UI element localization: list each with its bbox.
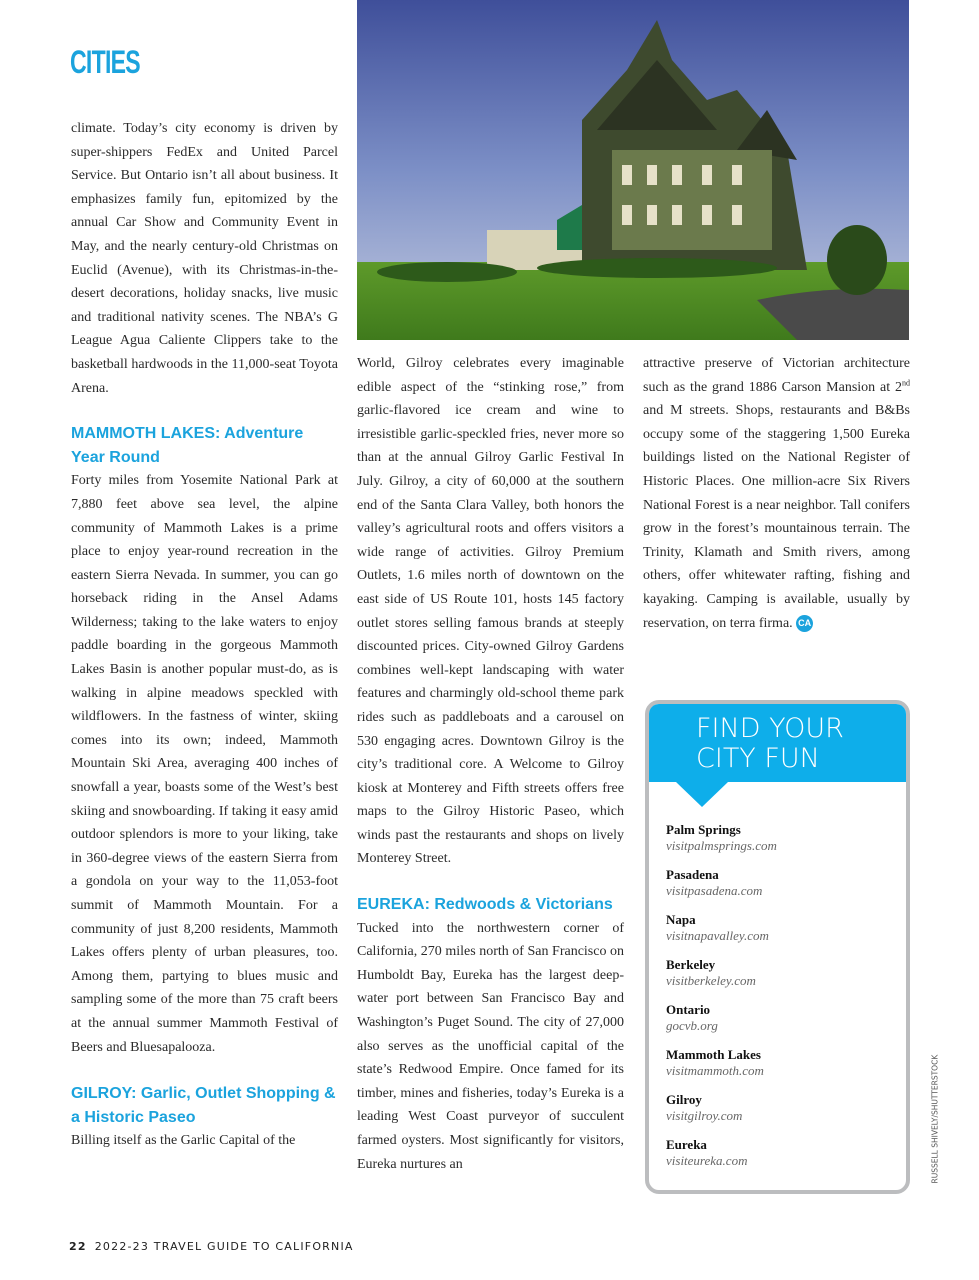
eureka-paragraph: Tucked into the northwestern corner of California, 270 miles north of San Francisco on Humboldt Bay, Eureka has the largest deep-water port between San Francisco Bay and Washington’s Puget Sound. The city of 27,000 also serves as the unofficial capital of the state’s Redwood Empire. Once famed for its timber, mines and fisheries, today’s Eureka is a leading West Coast purveyor of succulent farmed oysters. Most significantly for visitors, Eureka nurtures an xyxy=(357,920,624,1172)
carson-mansion-photo xyxy=(357,0,909,340)
city-url[interactable]: visitnapavalley.com xyxy=(666,928,769,943)
city-name: Berkeley xyxy=(666,957,716,972)
city-name: Ontario xyxy=(666,1002,711,1017)
page-footer xyxy=(69,1240,354,1253)
city-name: Mammoth Lakes xyxy=(666,1047,761,1062)
article-column-1 xyxy=(71,117,338,1153)
mammoth-lakes-heading: MAMMOTH LAKES: Adventure Year Round xyxy=(71,425,304,466)
ontario-paragraph: climate. Today’s city economy is driven by super-shippers FedEx and United Parcel Service. But Ontario isn’t all about business. It emphasizes family fun, epitomized by the annual Car Show and Community Event in May, and the nearly century-old Christmas on Euclid (Avenue), with its Christmas-in-the-desert decorations, holiday snacks, live music and traditional nativity scenes. The NBA’s G League Agua Caliente Clippers take to the basketball hardwoods in the 11,000-seat Toyota Arena. xyxy=(71,121,338,396)
ordinal-suffix: nd xyxy=(902,377,910,387)
city-entry xyxy=(666,957,777,1002)
city-entry xyxy=(666,912,777,957)
gilroy-paragraph: World, Gilroy celebrates every imaginable edible aspect of the “stinking rose,” from garlic-flavored ice cream and wine to irresistible garlic-speckled fries, never more so than at the annual Gilroy Garlic Festival In July. Gilroy, a city of 60,000 at the southern end of the Santa Clara Valley, both honors the valley’s agricultural roots and offers visitors a wide range of activities. Gilroy Premium Outlets, 1.6 miles north of downtown on the east side of US Route 101, hosts 145 factory outlet stores selling famous brands at steeply discounted prices. City-owned Gilroy Gardens combines well-kept landscaping with water features and charmingly old-school theme park rides such as paddleboats and a carousel on 530 engaging acres. Downtown Gilroy is the city’s traditional core. A Welcome to Gilroy kiosk at Monterey and Fifth streets offers free maps to the Gilroy Historic Paseo, which winds past the restaurants and shops on lively Monterey Street. xyxy=(357,356,624,867)
city-url[interactable]: gocvb.org xyxy=(666,1018,718,1033)
city-url[interactable]: visitgilroy.com xyxy=(666,1108,743,1123)
city-name: Gilroy xyxy=(666,1092,702,1107)
city-url[interactable]: visitpasadena.com xyxy=(666,883,763,898)
gilroy-heading: GILROY: Garlic, Outlet Shopping & a Historic Paseo xyxy=(71,1085,336,1126)
city-list xyxy=(666,822,777,1182)
eureka-text-b: and M streets. Shops, restaurants and B&Bs occupy some of the staggering 1,500 Eureka buildings listed on the National Register of Historic Places. One million-acre Six Rivers National Forest is a near neighbor. Tall conifers grow in the forest’s mountainous terrain. The Trinity, Klamath and Smith rivers, among others, offer whitewater rafting, fishing and kayaking. Camping is available, usually by reservation, on terra firma. xyxy=(643,403,910,631)
city-name: Eureka xyxy=(666,1137,707,1152)
photo-credit: RUSSELL SHIVELY/SHUTTERSTOCK xyxy=(930,1054,940,1184)
article-column-3 xyxy=(643,352,910,635)
mammoth-lakes-paragraph: Forty miles from Yosemite National Park at 7,880 feet above sea level, the alpine community of Mammoth Lakes is a prime place to enjoy year-round recreation in the eastern Sierra Nevada. In summer, you can go horseback riding in the Ansel Adams Wilderness; taking to the lake waters to enjoy paddle boarding in the gorgeous Mammoth Lakes Basin is another popular must-do, as is walking in alpine meadows speckled with wildflowers. In the fastness of winter, skiing comes into its own; indeed, Mammoth Mountain Ski Area, averaging 400 inches of snowfall a year, boasts some of the West’s best skiing and snowboarding. If taking it easy amid outdoor splendors is more to your liking, take in 360-degree views of the eastern Sierra from a gondola on your way to the 11,053-foot summit of Mammoth Mountain. For a community of just 8,200 residents, Mammoth Lakes offers plenty of urban pleasures, too. Among them, partying to blues music and sampling some of the more than 75 craft beers at the annual summer Mammoth Festival of Beers and Bluesapalooza. xyxy=(71,473,338,1055)
eureka-text-a: attractive preserve of Victorian architecture such as the grand 1886 Carson Mansion at 2 xyxy=(643,356,910,395)
city-entry xyxy=(666,1047,777,1092)
section-title: CITIES xyxy=(70,44,140,80)
eureka-heading: EUREKA: Redwoods & Victorians xyxy=(357,896,613,914)
city-entry xyxy=(666,1092,777,1137)
city-entry xyxy=(666,867,777,912)
sidebar-header xyxy=(649,704,906,782)
sidebar-title-line1: FIND YOUR xyxy=(696,713,844,744)
sidebar-title-line2: CITY FUN xyxy=(696,743,820,774)
publication-title: 2022-23 TRAVEL GUIDE TO CALIFORNIA xyxy=(94,1240,354,1253)
city-url[interactable]: visitberkeley.com xyxy=(666,973,756,988)
city-url[interactable]: visiteureka.com xyxy=(666,1153,748,1168)
city-url[interactable]: visitmammoth.com xyxy=(666,1063,764,1078)
eureka-paragraph-cont xyxy=(643,352,910,635)
callout-arrow-icon xyxy=(676,782,728,807)
find-your-city-fun-sidebar xyxy=(645,700,910,1194)
city-name: Napa xyxy=(666,912,696,927)
ca-end-mark-icon: CA xyxy=(796,615,813,632)
city-name: Palm Springs xyxy=(666,822,741,837)
article-column-2 xyxy=(357,352,624,1176)
city-url[interactable]: visitpalmsprings.com xyxy=(666,838,777,853)
page-number: 22 xyxy=(69,1240,87,1253)
city-entry xyxy=(666,822,777,867)
city-name: Pasadena xyxy=(666,867,719,882)
gilroy-paragraph-start: Billing itself as the Garlic Capital of the xyxy=(71,1133,296,1149)
city-entry xyxy=(666,1137,777,1182)
city-entry xyxy=(666,1002,777,1047)
